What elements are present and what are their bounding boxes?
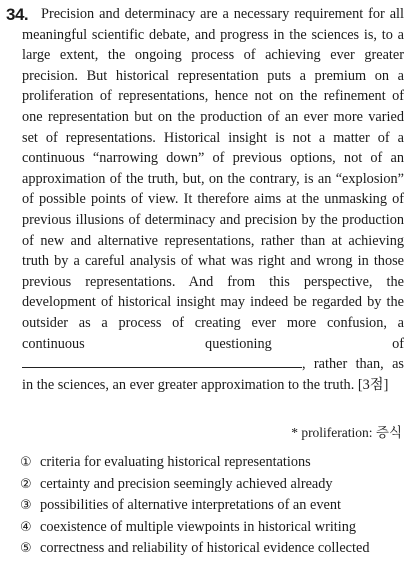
option-3[interactable] — [20, 495, 369, 517]
option-5-text: correctness and reliability of historical evidence collected — [40, 540, 370, 556]
option-2[interactable] — [20, 474, 369, 496]
option-1-text: criteria for evaluating historical representations — [40, 454, 311, 470]
question-block — [6, 4, 404, 395]
option-4[interactable] — [20, 517, 369, 539]
option-3-text: possibilities of alternative interpretations of an event — [40, 497, 341, 513]
answer-options — [20, 452, 369, 560]
passage-text-before-blank: Precision and determinacy are a necessary requirement for all meaningful scientific debate, and progress in the sciences is, to a large extent, the ongoing process of achieving ever greater precision. But historical representation puts a premium on a proliferation of representations, hence not on the refinement of one representation but on the production of an ever more varied set of representations. Historical insight is not a matter of a continuous “narrowing down” of previous options, not of an approximation of the truth, but, on the contrary, is an “explosion” of possible points of view. It therefore aims at the unmasking of previous illusions of determinacy and precision by the production of new and alternative representations, rather than at achieving truth by a careful analysis of what was right and wrong in those previous representations. And from this perspective, the development of historical insight may indeed be regarded by the outsider as a process of creating ever more confusion, a continuous questioning of — [22, 6, 404, 352]
option-2-marker: ② — [20, 476, 32, 492]
option-5-marker: ⑤ — [20, 541, 32, 556]
option-2-text: certainty and precision seemingly achieved already — [40, 475, 333, 492]
passage — [6, 4, 404, 395]
option-1-marker: ① — [20, 455, 32, 470]
passage-text-after-blank: , rather than, as in the sciences, an ever greater approximation to the truth. [3점] — [22, 356, 404, 393]
option-1[interactable] — [20, 452, 369, 474]
answer-blank — [22, 355, 302, 368]
question-number: 34. — [6, 5, 29, 24]
option-5[interactable] — [20, 538, 369, 560]
option-4-marker: ④ — [20, 519, 32, 535]
option-3-marker: ③ — [20, 498, 32, 513]
option-4-text: coexistence of multiple viewpoints in historical writing — [40, 518, 357, 535]
vocabulary-note: * proliferation: 증식 — [291, 425, 402, 440]
